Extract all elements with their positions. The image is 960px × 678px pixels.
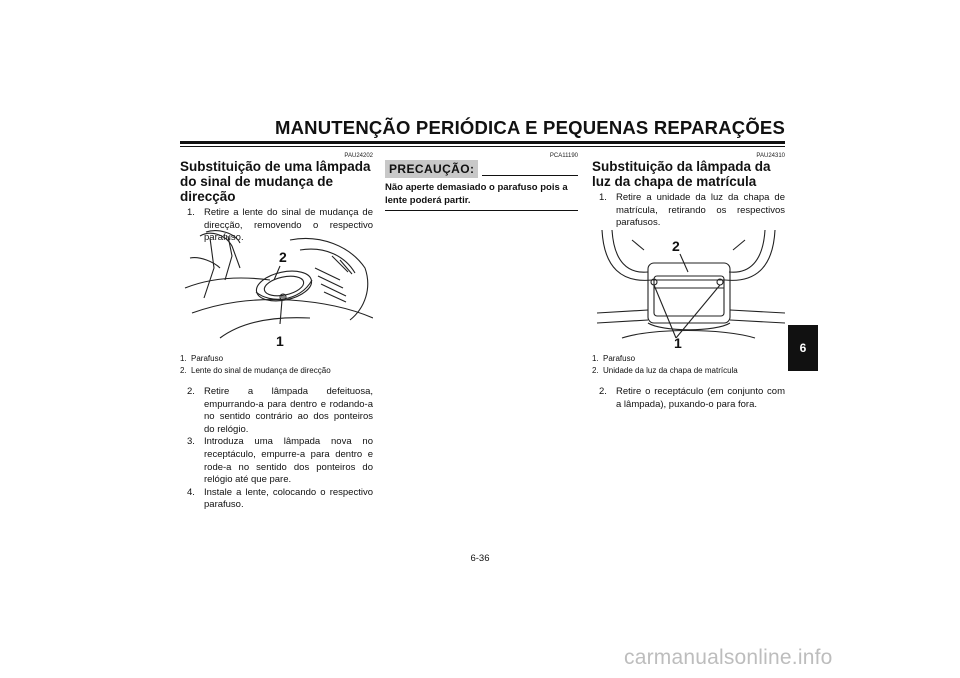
caution-label: PRECAUÇÃO: <box>385 160 478 178</box>
page-number: 6-36 <box>470 553 490 564</box>
watermark: carmanualsonline.info <box>624 646 833 669</box>
steps-list-continued <box>592 386 785 411</box>
list-item <box>180 436 373 486</box>
caption-text: Parafuso <box>191 354 224 363</box>
step-text: Retire a lâmpada defeituosa, empurrando-a para dentro e rodando-a no sentido contrário ao dos ponteiros do relógio. <box>204 386 373 435</box>
turn-signal-drawing <box>180 228 373 350</box>
caption-item <box>180 353 373 365</box>
section-heading: Substituição da lâmpada da luz da chapa de matrícula <box>592 159 771 189</box>
step-text: Retire a unidade da luz da chapa de matrícula, retirando os respectivos parafusos. <box>616 192 785 229</box>
steps-list-continued <box>180 386 373 512</box>
section-code: PAU24202 <box>344 153 373 159</box>
callout-1: 1 <box>674 335 682 350</box>
section-code: PCA11190 <box>549 153 578 159</box>
caption-item <box>180 365 373 377</box>
caption-item <box>592 353 785 365</box>
list-item <box>180 487 373 512</box>
caption-number: 1. <box>592 354 599 363</box>
list-item <box>592 192 785 230</box>
figure-captions <box>180 353 373 377</box>
license-light-drawing <box>592 228 785 350</box>
list-item <box>180 386 373 436</box>
step-number: 2. <box>187 386 195 397</box>
step-number: 1. <box>187 207 195 218</box>
header-rule-thick <box>180 141 785 144</box>
figure-captions <box>592 353 785 377</box>
step-number: 2. <box>599 386 607 397</box>
step-text: Retire a lente do sinal de mudança de direcção, removendo o respectivo parafuso. <box>204 207 373 244</box>
list-item <box>592 386 785 411</box>
middle-column <box>385 153 578 211</box>
caption-number: 1. <box>180 354 187 363</box>
step-text: Retire o receptáculo (em conjunto com a lâmpada), puxando-o para fora. <box>616 386 785 410</box>
step-text: Introduza uma lâmpada nova no receptáculo, empurre-a para dentro e rode-a no sentido dos ponteiros do relógio até que pare. <box>204 436 373 486</box>
step-number: 1. <box>599 192 607 203</box>
caption-item <box>592 365 785 377</box>
turn-signal-illustration <box>180 228 373 350</box>
steps-list <box>592 192 785 230</box>
right-column <box>592 153 785 230</box>
caption-number: 2. <box>180 366 187 375</box>
callout-2: 2 <box>279 249 287 265</box>
callout-2: 2 <box>672 238 680 254</box>
caution-header <box>385 160 578 178</box>
caption-text: Lente do sinal de mudança de direcção <box>191 366 331 375</box>
caption-number: 2. <box>592 366 599 375</box>
caution-bottom-rule <box>385 210 578 211</box>
section-heading: Substituição de uma lâmpada do sinal de mudança de direcção <box>180 159 371 204</box>
chapter-tab: 6 <box>788 325 818 371</box>
page-title: MANUTENÇÃO PERIÓDICA E PEQUENAS REPARAÇÕES <box>274 117 785 138</box>
caution-rule <box>482 175 578 176</box>
license-light-illustration <box>592 228 785 350</box>
callout-1: 1 <box>276 333 284 349</box>
caption-text: Parafuso <box>603 354 636 363</box>
caution-text: Não aperte demasiado o parafuso pois a lente poderá partir. <box>385 182 568 206</box>
header-rule-thin <box>180 146 785 147</box>
caption-text: Unidade da luz da chapa de matrícula <box>603 366 738 375</box>
section-code: PAU24310 <box>756 153 785 159</box>
step-number: 3. <box>187 436 195 448</box>
step-text: Instale a lente, colocando o respectivo parafuso. <box>204 486 373 511</box>
step-number: 4. <box>187 486 195 498</box>
